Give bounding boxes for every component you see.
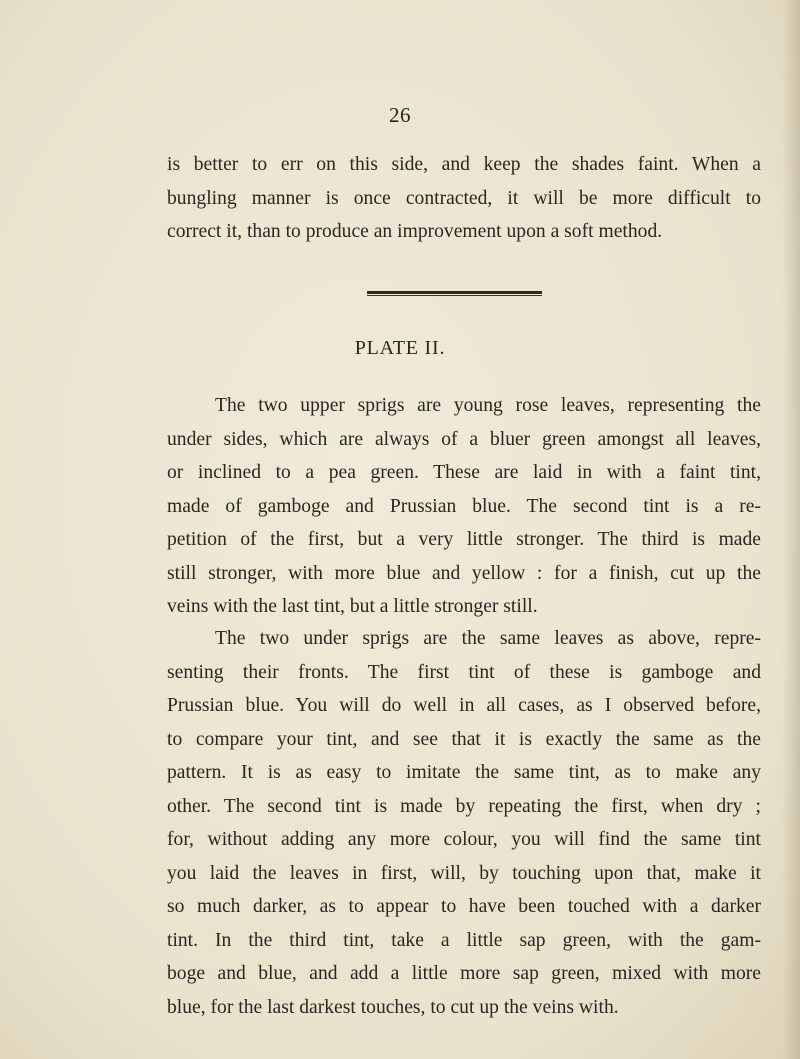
text-line: is better to err on this side, and keep the shades faint. When a bbox=[167, 154, 761, 175]
text-line: correct it, than to produce an improvement upon a soft method. bbox=[167, 221, 663, 242]
section-divider bbox=[367, 291, 542, 297]
text-line: made of gamboge and Prussian blue. The second tint is a re- bbox=[167, 495, 761, 517]
divider-rule-thin bbox=[367, 295, 542, 296]
text-line: Prussian blue. You will do well in all cases, as I observed before, bbox=[167, 695, 761, 716]
divider-rule-thick bbox=[367, 291, 542, 294]
text-line: for, without adding any more colour, you will find the same tint bbox=[167, 829, 761, 850]
text-line: pattern. It is as easy to imitate the same tint, as to make any bbox=[167, 762, 761, 783]
text-line: under sides, which are always of a bluer green amongst all leaves, bbox=[167, 428, 761, 450]
page-edge-shadow bbox=[782, 0, 800, 1059]
text-line: boge and blue, and add a little more sap green, mixed with more bbox=[167, 963, 761, 984]
text-line: other. The second tint is made by repeating the first, when dry ; bbox=[167, 795, 761, 817]
intro-paragraph bbox=[167, 148, 761, 249]
text-line: The two upper sprigs are young rose leaves, representing the bbox=[215, 395, 761, 416]
text-line: The two under sprigs are the same leaves as above, repre- bbox=[215, 628, 761, 649]
text-line: tint. In the third tint, take a little sap green, with the gam- bbox=[167, 929, 761, 951]
text-line: veins with the last tint, but a little stronger still. bbox=[167, 596, 538, 617]
text-line: you laid the leaves in first, will, by touching upon that, make it bbox=[167, 862, 761, 884]
text-line: bungling manner is once contracted, it will be more difficult to bbox=[167, 187, 761, 209]
paragraph-upper-sprigs bbox=[167, 389, 761, 624]
page-number: 26 bbox=[389, 103, 411, 127]
text-line: so much darker, as to appear to have been touched with a darker bbox=[167, 896, 761, 917]
section-heading: PLATE II. bbox=[354, 337, 446, 359]
text-line: petition of the first, but a very little stronger. The third is made bbox=[167, 529, 761, 550]
text-line: to compare your tint, and see that it is exactly the same as the bbox=[167, 728, 761, 750]
paragraph-under-sprigs bbox=[167, 622, 761, 1024]
text-line: senting their fronts. The first tint of these is gamboge and bbox=[167, 661, 761, 683]
text-line: or inclined to a pea green. These are laid in with a faint tint, bbox=[167, 462, 761, 483]
text-line: still stronger, with more blue and yellow : for a finish, cut up the bbox=[167, 562, 761, 584]
text-line: blue, for the last darkest touches, to cut up the veins with. bbox=[167, 996, 619, 1018]
